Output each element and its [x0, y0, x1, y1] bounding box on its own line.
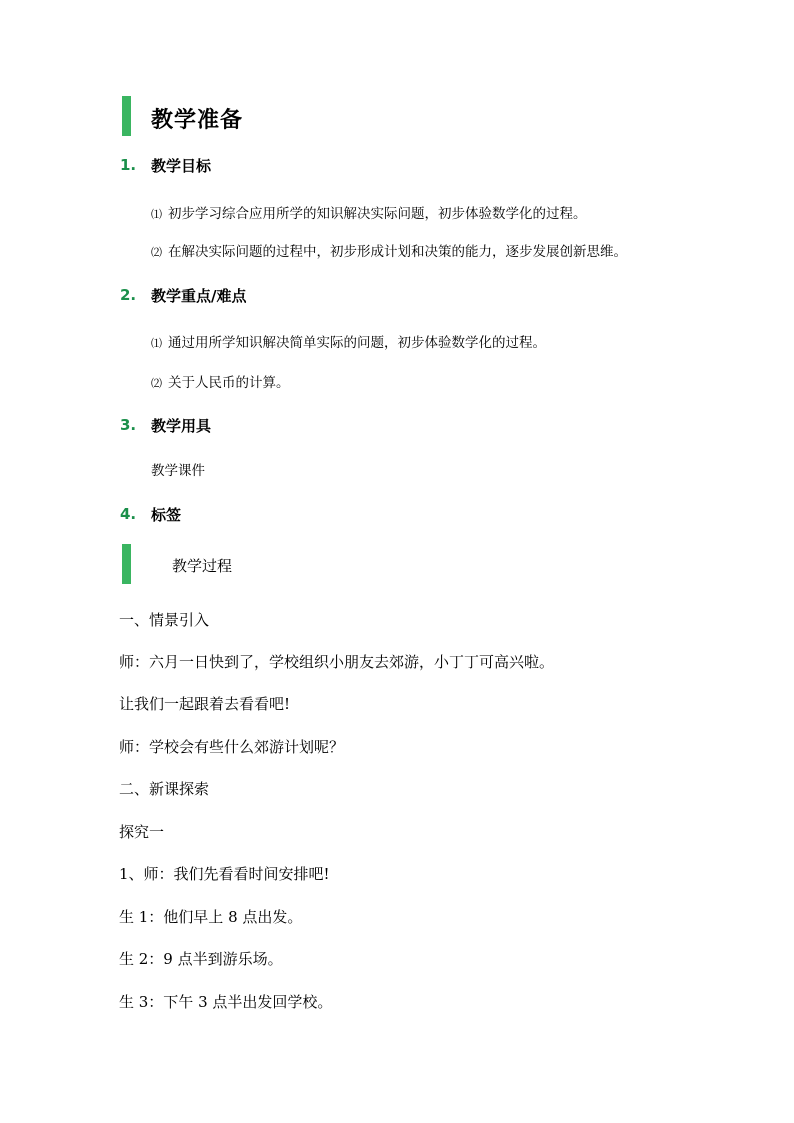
- list-item-marker: ⑴: [151, 208, 162, 221]
- page-title: 教学准备: [151, 108, 244, 133]
- list-item-marker: ⑵: [151, 246, 162, 259]
- section-accent-bar: [122, 96, 131, 136]
- list-item: [151, 240, 627, 260]
- list-item-text: 通过用所学知识解决简单实际的问题，初步体验数学化的过程。: [168, 335, 546, 351]
- section-accent-bar: [122, 544, 131, 584]
- paragraph: 师：六月一日快到了，学校组织小朋友去郊游，小丁丁可高兴啦。: [119, 653, 555, 671]
- paragraph: 生 2：9 点半到游乐场。: [119, 950, 283, 968]
- section-title: 教学用具: [151, 417, 212, 435]
- paragraph: 生 3：下午 3 点半出发回学校。: [119, 993, 333, 1011]
- paragraph: 1、师：我们先看看时间安排吧!: [119, 865, 330, 883]
- section-number: 3.: [120, 416, 137, 434]
- list-item: [151, 331, 546, 351]
- list-item-marker: ⑴: [151, 337, 162, 350]
- paragraph: 一、情景引入: [119, 611, 210, 629]
- list-item-text: 关于人民币的计算。: [168, 375, 290, 391]
- section-title: 教学目标: [151, 157, 212, 175]
- paragraph: 探究一: [119, 823, 165, 841]
- section-title: 标签: [151, 506, 182, 524]
- paragraph: 生 1：他们早上 8 点出发。: [119, 908, 303, 926]
- list-item: [151, 202, 587, 222]
- list-item-marker: ⑵: [151, 377, 162, 390]
- section-number: 4.: [120, 505, 137, 523]
- process-title: 教学过程: [172, 557, 233, 575]
- section-number: 1.: [120, 156, 137, 174]
- paragraph: 二、新课探索: [119, 780, 210, 798]
- paragraph: 让我们一起跟着去看看吧!: [119, 695, 291, 713]
- list-item-text: 初步学习综合应用所学的知识解决实际问题，初步体验数学化的过程。: [168, 206, 587, 222]
- section-number: 2.: [120, 286, 137, 304]
- paragraph: 师：学校会有些什么郊游计划呢？: [119, 738, 345, 756]
- list-item-text: 在解决实际问题的过程中，初步形成计划和决策的能力，逐步发展创新思维。: [168, 244, 627, 260]
- section-text: 教学课件: [151, 463, 205, 479]
- list-item: [151, 371, 290, 391]
- section-title: 教学重点/难点: [151, 287, 247, 305]
